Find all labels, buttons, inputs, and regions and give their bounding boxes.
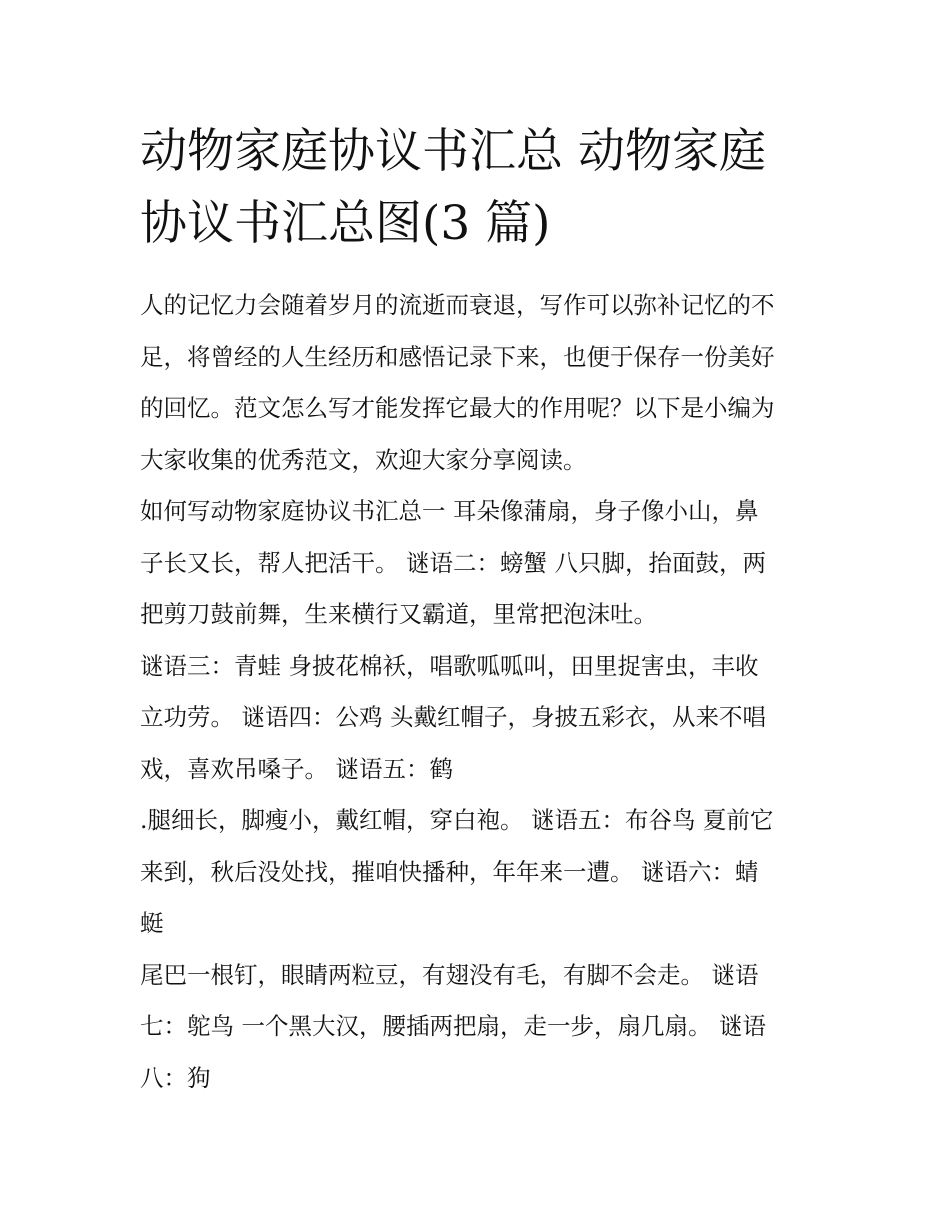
- body-line: 来到，秋后没处找，摧咱快播种，年年来一遭。 谜语六：蜻: [140, 857, 759, 886]
- body-line: 七：鸵鸟 一个黑大汉，腰插两把扇，走一步，扇几扇。 谜语: [140, 1012, 766, 1040]
- body-line: 尾巴一根钉，眼睛两粒豆，有翅没有毛，有脚不会走。 谜语: [140, 960, 759, 989]
- body-line: 蜓: [140, 909, 164, 937]
- body-line: 把剪刀鼓前舞，生来横行又霸道，里常把泡沫吐。: [140, 600, 657, 628]
- title-line-2: 协议书汇总图(3 篇): [140, 196, 551, 251]
- body-line: 足，将曾经的人生经历和感悟记录下来，也便于保存一份美好: [140, 342, 775, 371]
- body-line: 八：狗: [140, 1063, 211, 1092]
- body-line: 戏，喜欢吊嗓子。 谜语五：鹤: [140, 754, 453, 783]
- body-line: 立功劳。 谜语四：公鸡 头戴红帽子，身披五彩衣，从来不唱: [140, 703, 766, 731]
- body-line: .腿细长，脚瘦小，戴红帽，穿白袍。 谜语五：布谷鸟 夏前它: [140, 806, 774, 834]
- body-line: 人的记忆力会随着岁月的流逝而衰退，写作可以弥补记忆的不: [140, 291, 775, 319]
- document-body: [140, 280, 820, 1104]
- body-line: 如何写动物家庭协议书汇总一 耳朵像蒲扇，身子像小山，鼻: [140, 497, 759, 525]
- body-line: 子长又长，帮人把活干。 谜语二：螃蟹 八只脚，抬面鼓，两: [140, 548, 766, 577]
- body-line: 谜语三：青蛙 身披花棉袄，唱歌呱呱叫，田里捉害虫，丰收: [140, 651, 759, 680]
- title-line-1: 动物家庭协议书汇总 动物家庭: [140, 124, 766, 179]
- document-page: [140, 116, 820, 1104]
- body-line: 的回忆。范文怎么写才能发挥它最大的作用呢？以下是小编为: [140, 394, 775, 422]
- document-title: [140, 116, 820, 260]
- body-line: 大家收集的优秀范文，欢迎大家分享阅读。: [140, 445, 587, 474]
